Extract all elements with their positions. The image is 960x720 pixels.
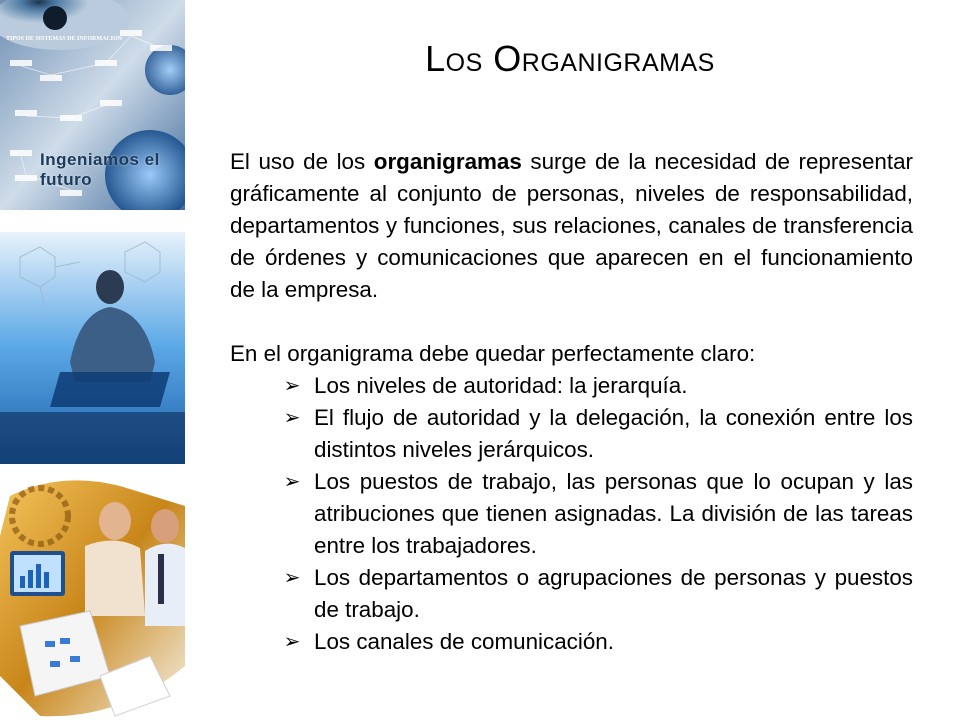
arrowhead-bullet-icon: ➢ [283,407,301,429]
list-item [230,402,913,466]
list-item-text: Los puestos de trabajo, las personas que lo ocupan y las atribuciones que tienen asignadas. La división de las tareas entre los trabajadores. [314,469,913,558]
list-item-text: Los niveles de autoridad: la jerarquía. [314,373,688,398]
left-image-strip [0,0,185,720]
arrowhead-bullet-icon: ➢ [283,567,301,589]
image-caption: TIPOS DE SISTEMAS DE INFORMACION [6,36,123,42]
brand-logo-text: Ingeniamos el futuro [40,150,160,189]
business-team-image [0,476,185,720]
list-item [230,562,913,626]
list-item-text: Los departamentos o agrupaciones de personas y puestos de trabajo. [314,565,913,622]
paragraph-bold-term: organigramas [373,149,522,174]
arrowhead-bullet-icon: ➢ [283,471,301,493]
bullet-list [230,370,913,658]
list-intro: En el organigrama debe quedar perfectamente claro: [230,341,756,366]
list-item [230,370,913,402]
paragraph-text-end: surge de la necesidad de representar gráficamente al conjunto de personas, niveles de responsabilidad, departamentos y funciones, sus relaciones, canales de transferencia de órdenes y comunicaciones que aparecen en el funcionamiento de la empresa. [230,149,914,302]
information-systems-image [0,0,185,210]
slide-title: Los Organigramas [425,38,715,79]
paragraph-text-start: El uso de los [230,149,374,174]
list-item-text: El flujo de autoridad y la delegación, la conexión entre los distintos niveles jerárquicos. [314,405,913,462]
list-item [230,626,913,658]
list-item-text: Los canales de comunicación. [314,629,614,654]
slide-body [230,146,913,658]
spacer [230,306,913,338]
arrowhead-bullet-icon: ➢ [283,631,301,653]
man-at-desk-image [0,232,185,464]
list-item [230,466,913,562]
arrowhead-bullet-icon: ➢ [283,375,301,397]
intro-paragraph [230,146,913,306]
